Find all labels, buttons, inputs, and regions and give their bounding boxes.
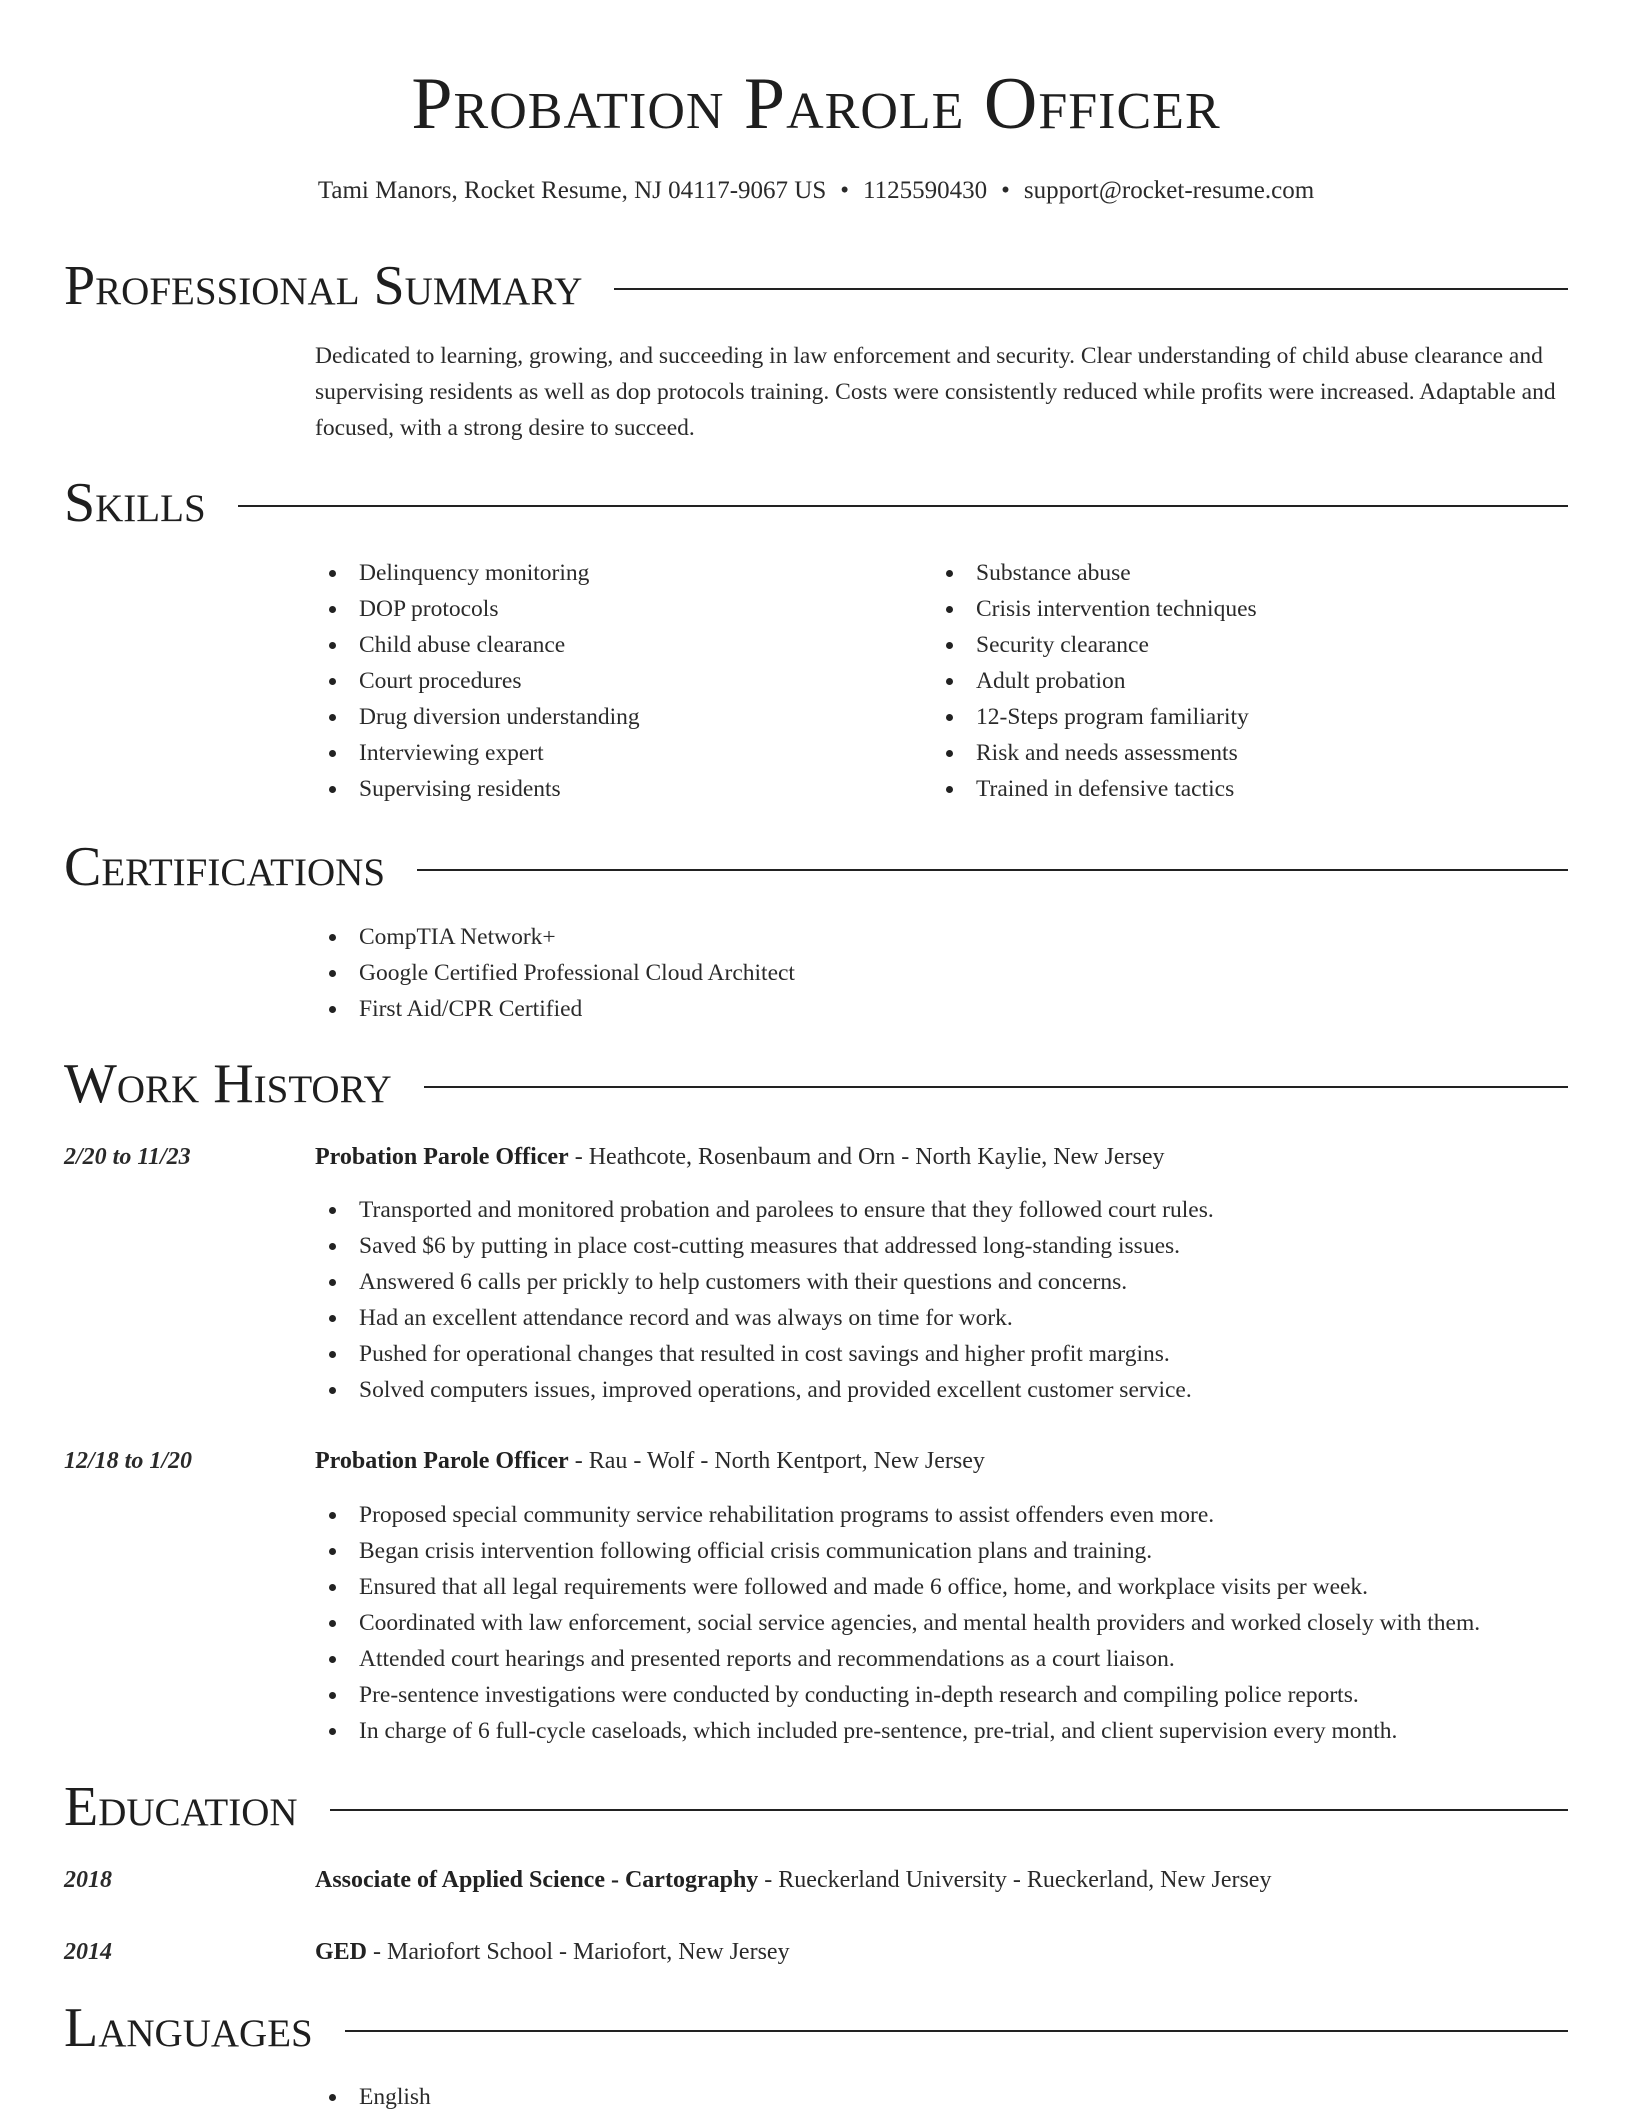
- job-bullets: [315, 1192, 1214, 1408]
- skill-item: Court procedures: [315, 663, 640, 699]
- skill-item: Drug diversion understanding: [315, 699, 640, 735]
- contact-email: support@rocket-resume.com: [1023, 177, 1315, 204]
- certifications-list: [315, 919, 795, 1027]
- job-bullet: Coordinated with law enforcement, social service agencies, and mental health providers and worked closely with them.: [315, 1605, 1480, 1641]
- section-header-certifications: [64, 837, 1568, 897]
- job-bullet: Saved $6 by putting in place cost-cutting measures that addressed long-standing issues.: [315, 1228, 1214, 1264]
- job-bullets: [315, 1497, 1480, 1749]
- job-bullet: Proposed special community service rehabilitation programs to assist offenders even more.: [315, 1497, 1480, 1533]
- section-header-summary: [64, 256, 1568, 316]
- section-header-education: [64, 1777, 1568, 1837]
- job-bullet: Transported and monitored probation and parolees to ensure that they followed court rules.: [315, 1192, 1214, 1228]
- job-bullet: Ensured that all legal requirements were followed and made 6 office, home, and workplace visits per week.: [315, 1569, 1480, 1605]
- section-title-education: Education: [64, 1776, 298, 1838]
- job-dates: 12/18 to 1/20: [64, 1448, 193, 1474]
- section-divider: [424, 1086, 1568, 1088]
- job-bullet: Solved computers issues, improved operations, and provided excellent customer service.: [315, 1372, 1214, 1408]
- skills-list-left: [315, 555, 640, 807]
- skill-item: DOP protocols: [315, 591, 640, 627]
- skill-item: Substance abuse: [932, 555, 1257, 591]
- contact-phone: 1125590430: [863, 177, 988, 204]
- contact-separator: •: [1001, 177, 1010, 204]
- section-divider: [417, 869, 1568, 871]
- job-title: Probation Parole Officer: [315, 1448, 569, 1474]
- job-heading: [315, 1443, 985, 1479]
- section-title-skills: Skills: [64, 472, 206, 534]
- section-header-skills: [64, 473, 1568, 533]
- skill-item: Supervising residents: [315, 771, 640, 807]
- job-bullet: Pushed for operational changes that resulted in cost savings and higher profit margins.: [315, 1336, 1214, 1372]
- education-heading: [315, 1862, 1271, 1898]
- section-divider: [614, 288, 1568, 290]
- certification-item: CompTIA Network+: [315, 919, 795, 955]
- job-bullet: Answered 6 calls per prickly to help customers with their questions and concerns.: [315, 1264, 1214, 1300]
- skill-item: Child abuse clearance: [315, 627, 640, 663]
- certification-item: Google Certified Professional Cloud Architect: [315, 955, 795, 991]
- job-heading: [315, 1139, 1165, 1175]
- skill-item: Delinquency monitoring: [315, 555, 640, 591]
- language-item: English: [315, 2079, 431, 2115]
- skill-item: Crisis intervention techniques: [932, 591, 1257, 627]
- education-school: - Mariofort School - Mariofort, New Jersey: [367, 1939, 790, 1965]
- education-degree: Associate of Applied Science - Cartography: [315, 1867, 759, 1893]
- job-dates: 2/20 to 11/23: [64, 1144, 191, 1170]
- contact-line: [0, 175, 1632, 207]
- job-employer: - Rau - Wolf - North Kentport, New Jersey: [568, 1448, 985, 1474]
- page-title: Probation Parole Officer: [411, 63, 1221, 145]
- job-bullet: Had an excellent attendance record and was always on time for work.: [315, 1300, 1214, 1336]
- section-divider: [238, 505, 1568, 507]
- section-title-certifications: Certifications: [64, 836, 386, 898]
- education-year: 2018: [64, 1867, 112, 1893]
- section-title-languages: Languages: [64, 1997, 313, 2059]
- job-bullet: In charge of 6 full-cycle caseloads, which included pre-sentence, pre-trial, and client supervision every month.: [315, 1713, 1480, 1749]
- section-title-work: Work History: [64, 1053, 392, 1115]
- languages-list: [315, 2079, 431, 2115]
- skill-item: Adult probation: [932, 663, 1257, 699]
- education-school: - Rueckerland University - Rueckerland, New Jersey: [758, 1867, 1272, 1893]
- job-bullet: Began crisis intervention following official crisis communication plans and training.: [315, 1533, 1480, 1569]
- skill-item: Trained in defensive tactics: [932, 771, 1257, 807]
- job-employer: - Heathcote, Rosenbaum and Orn - North Kaylie, New Jersey: [568, 1144, 1165, 1170]
- contact-address: Tami Manors, Rocket Resume, NJ 04117-9067 US: [317, 177, 827, 204]
- contact-separator: •: [840, 177, 849, 204]
- summary-text: Dedicated to learning, growing, and succeeding in law enforcement and security. Clear understanding of child abuse clearance and supervising residents as well as dop protocols training. Costs were consistently reduced while profits were increased. Adaptable and focused, with a strong desire to succeed.: [315, 343, 1556, 441]
- section-title-summary: Professional Summary: [64, 255, 583, 317]
- section-divider: [330, 1809, 1568, 1811]
- certification-item: First Aid/CPR Certified: [315, 991, 795, 1027]
- skill-item: Risk and needs assessments: [932, 735, 1257, 771]
- education-year: 2014: [64, 1939, 112, 1965]
- education-degree: GED: [315, 1939, 368, 1965]
- job-bullet: Attended court hearings and presented reports and recommendations as a court liaison.: [315, 1641, 1480, 1677]
- skills-list-right: [932, 555, 1257, 807]
- skill-item: Security clearance: [932, 627, 1257, 663]
- job-bullet: Pre-sentence investigations were conducted by conducting in-depth research and compiling police reports.: [315, 1677, 1480, 1713]
- section-header-languages: [64, 1998, 1568, 2058]
- skill-item: 12-Steps program familiarity: [932, 699, 1257, 735]
- job-title: Probation Parole Officer: [315, 1144, 569, 1170]
- education-heading: [315, 1934, 790, 1970]
- section-header-work: [64, 1054, 1568, 1114]
- skill-item: Interviewing expert: [315, 735, 640, 771]
- section-divider: [345, 2030, 1568, 2032]
